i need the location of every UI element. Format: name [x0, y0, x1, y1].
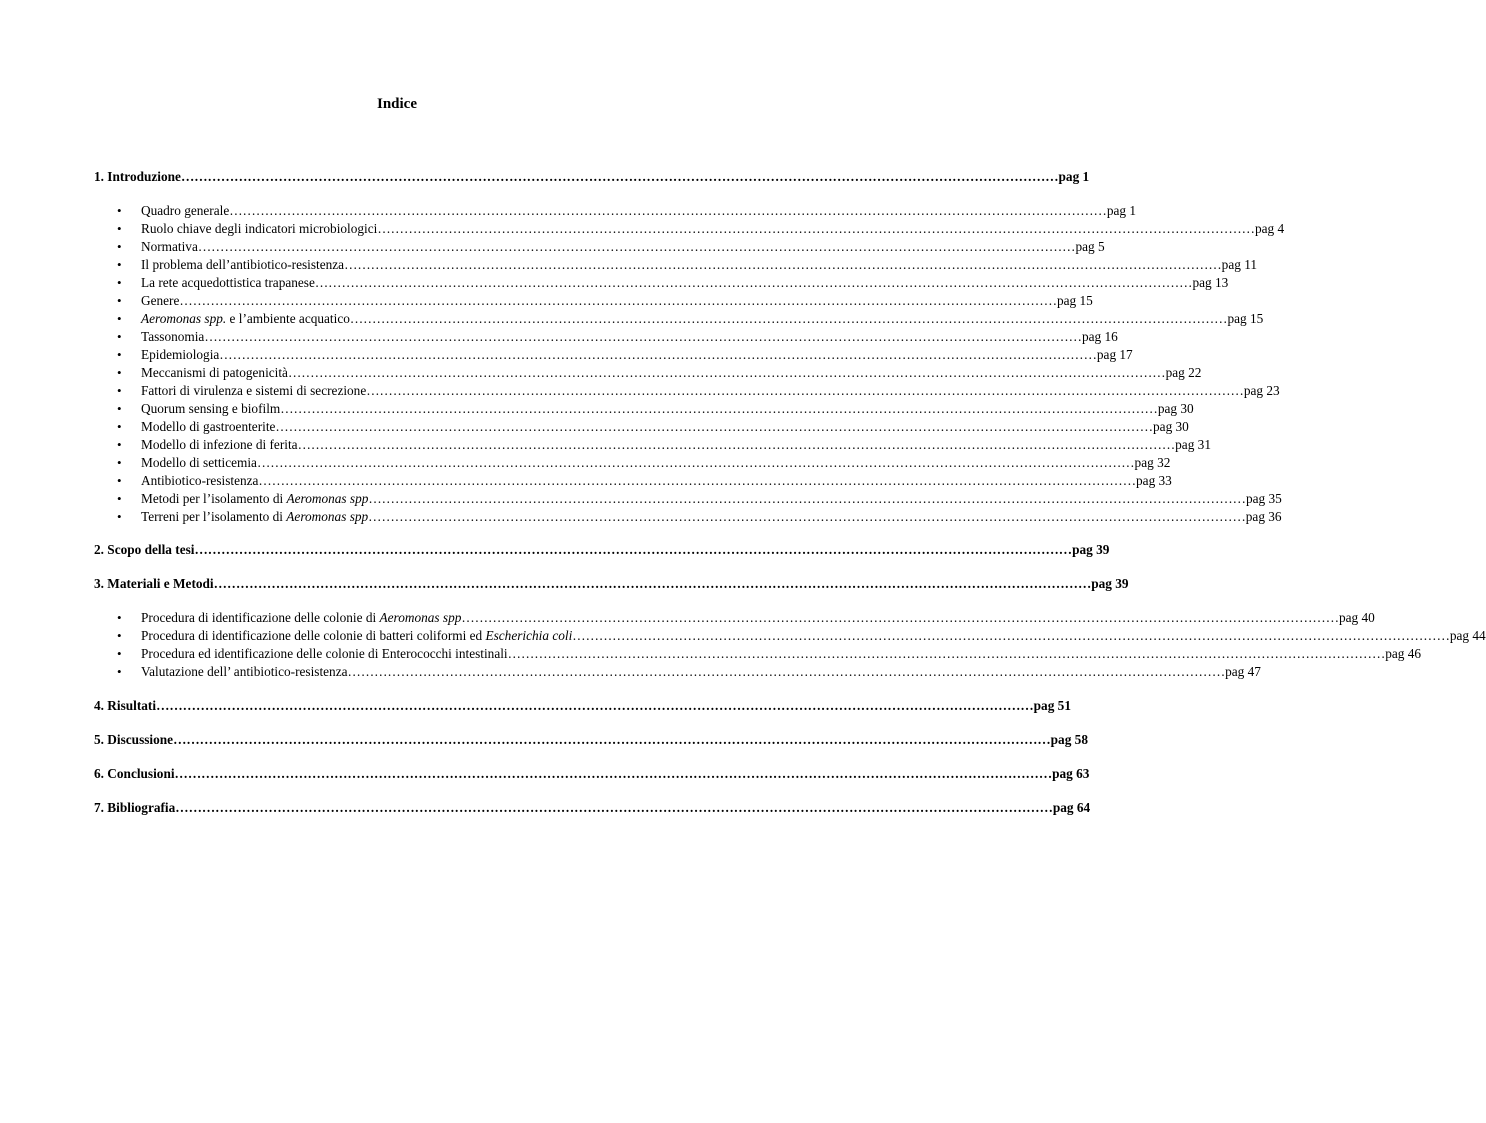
bullet-icon: •	[117, 329, 122, 344]
toc-leader-dots: ………………………………………………………………………………………………………………………………………………………………………………	[156, 698, 1034, 713]
bullet-icon: •	[117, 221, 122, 236]
toc-item-label-italic: Aeromonas spp.	[141, 311, 227, 326]
toc-page-number: pag 64	[1052, 800, 1091, 815]
toc-item-label	[141, 490, 368, 508]
toc-page-number: pag 23	[1243, 383, 1280, 398]
toc-item-label	[141, 609, 461, 627]
toc-item-label: Epidemiologia	[141, 347, 220, 362]
toc-item[interactable]	[141, 364, 1202, 382]
toc-item-label: Fattori di virulenza e sistemi di secrezione	[141, 383, 367, 398]
toc-leader-dots: ………………………………………………………………………………………………………………………………………………………………………………	[194, 542, 1073, 557]
toc-item-label-text: Terreni per l’isolamento di	[141, 509, 287, 524]
toc-item[interactable]	[141, 400, 1194, 418]
toc-section-bibliografia[interactable]	[94, 799, 1091, 817]
bullet-icon: •	[117, 664, 122, 679]
toc-item-label: Quadro generale	[141, 203, 230, 218]
toc-page-number: pag 63	[1052, 766, 1090, 781]
toc-section-discussione[interactable]	[94, 731, 1088, 749]
toc-page-number: pag 1	[1106, 203, 1136, 218]
toc-page-number: pag 33	[1136, 473, 1172, 488]
toc-item[interactable]	[141, 472, 1172, 490]
toc-leader-dots: ………………………………………………………………………………………………………………………………………………………………………………	[213, 576, 1092, 591]
toc-page-number: pag 44	[1449, 628, 1486, 643]
toc-item[interactable]	[141, 436, 1211, 454]
toc-page-number: pag 15	[1227, 311, 1264, 326]
toc-leader-dots: ………………………………………………………………………………………………………………………………………………………………………………	[258, 473, 1137, 488]
toc-leader-dots: ………………………………………………………………………………………………………………………………………………………………………………	[280, 401, 1158, 416]
toc-section-label: 1. Introduzione	[94, 169, 181, 184]
toc-page-number: pag 30	[1157, 401, 1194, 416]
toc-leader-dots: ………………………………………………………………………………………………………………………………………………………………………………	[349, 311, 1228, 326]
toc-leader-dots: ………………………………………………………………………………………………………………………………………………………………………………	[179, 293, 1057, 308]
toc-leader-dots: ………………………………………………………………………………………………………………………………………………………………………………	[275, 419, 1154, 434]
toc-item-label: Tassonomia	[141, 329, 205, 344]
toc-leader-dots: ………………………………………………………………………………………………………………………………………………………………………………	[368, 509, 1246, 524]
toc-item-label: Ruolo chiave degli indicatori microbiologici	[141, 221, 378, 236]
bullet-icon: •	[117, 455, 122, 470]
bullet-icon: •	[117, 365, 122, 380]
toc-item[interactable]	[141, 274, 1229, 292]
bullet-icon: •	[117, 419, 122, 434]
toc-section-risultati[interactable]	[94, 697, 1071, 715]
toc-page-number: pag 36	[1245, 509, 1282, 524]
toc-leader-dots: ………………………………………………………………………………………………………………………………………………………………………………	[347, 664, 1226, 679]
toc-leader-dots: ………………………………………………………………………………………………………………………………………………………………………………	[175, 800, 1053, 815]
toc-item[interactable]	[141, 310, 1264, 328]
toc-leader-dots: ………………………………………………………………………………………………………………………………………………………………………………	[377, 221, 1255, 236]
toc-item[interactable]	[141, 454, 1171, 472]
toc-page-number: pag 5	[1075, 239, 1105, 254]
toc-item-label: Valutazione dell’ antibiotico-resistenza	[141, 664, 348, 679]
toc-item[interactable]	[141, 292, 1093, 310]
bullet-icon: •	[117, 610, 122, 625]
toc-item[interactable]	[141, 627, 1486, 645]
toc-item[interactable]	[141, 490, 1282, 508]
toc-page-number: pag 13	[1192, 275, 1229, 290]
bullet-icon: •	[117, 293, 122, 308]
bullet-icon: •	[117, 473, 122, 488]
toc-item-label	[141, 508, 368, 526]
toc-page-number: pag 11	[1221, 257, 1257, 272]
toc-page-number: pag 32	[1134, 455, 1171, 470]
toc-leader-dots: ………………………………………………………………………………………………………………………………………………………………………………	[507, 646, 1386, 661]
toc-item-label: Genere	[141, 293, 180, 308]
toc-item[interactable]	[141, 382, 1280, 400]
bullet-icon: •	[117, 491, 122, 506]
toc-leader-dots: ………………………………………………………………………………………………………………………………………………………………………………	[174, 766, 1053, 781]
toc-page-number: pag 39	[1091, 576, 1129, 591]
toc-page-number: pag 16	[1081, 329, 1118, 344]
toc-item-label: Normativa	[141, 239, 198, 254]
bullet-icon: •	[117, 239, 122, 254]
toc-page-number: pag 40	[1338, 610, 1375, 625]
toc-leader-dots: ………………………………………………………………………………………………………………………………………………………………………………	[572, 628, 1450, 643]
toc-item-label: Quorum sensing e biofilm	[141, 401, 281, 416]
toc-section-label: 7. Bibliografia	[94, 800, 176, 815]
bullet-icon: •	[117, 275, 122, 290]
toc-item-label-text: Metodi per l’isolamento di	[141, 491, 287, 506]
toc-section-label: 2. Scopo della tesi	[94, 542, 195, 557]
toc-item[interactable]	[141, 202, 1136, 220]
toc-item-label: Modello di setticemia	[141, 455, 257, 470]
bullet-icon: •	[117, 383, 122, 398]
toc-leader-dots: ………………………………………………………………………………………………………………………………………………………………………………	[287, 365, 1166, 380]
toc-item-label	[141, 627, 572, 645]
toc-item-label-italic: Aeromonas spp	[286, 509, 369, 524]
toc-item-label: Antibiotico-resistenza	[141, 473, 259, 488]
toc-section-conclusioni[interactable]	[94, 765, 1090, 783]
toc-item[interactable]	[141, 220, 1285, 238]
toc-item-label-italic: Aeromonas spp	[379, 610, 462, 625]
toc-item-label-text: Procedura di identificazione delle colonie di batteri coliformi ed	[141, 628, 486, 643]
toc-leader-dots: ………………………………………………………………………………………………………………………………………………………………………………	[229, 203, 1107, 218]
toc-page-number: pag 1	[1058, 169, 1090, 184]
toc-item[interactable]	[141, 508, 1282, 526]
bullet-icon: •	[117, 646, 122, 661]
toc-leader-dots: ………………………………………………………………………………………………………………………………………………………………………………	[297, 437, 1176, 452]
toc-leader-dots: ………………………………………………………………………………………………………………………………………………………………………………	[366, 383, 1244, 398]
bullet-icon: •	[117, 437, 122, 452]
toc-page-number: pag 22	[1165, 365, 1202, 380]
bullet-icon: •	[117, 509, 122, 524]
toc-item-label-italic: Escherichia coli	[485, 628, 573, 643]
toc-leader-dots: ………………………………………………………………………………………………………………………………………………………………………………	[314, 275, 1193, 290]
toc-section-label: 6. Conclusioni	[94, 766, 175, 781]
toc-page-number: pag 30	[1153, 419, 1189, 434]
toc-page-number: pag 15	[1056, 293, 1093, 308]
toc-item-label: Modello di infezione di ferita	[141, 437, 298, 452]
toc-item-label-text: Procedura di identificazione delle colonie di	[141, 610, 380, 625]
toc-leader-dots: ………………………………………………………………………………………………………………………………………………………………………………	[461, 610, 1339, 625]
toc-page-number: pag 58	[1050, 732, 1088, 747]
toc-page-number: pag 46	[1385, 646, 1422, 661]
toc-leader-dots: ………………………………………………………………………………………………………………………………………………………………………………	[204, 329, 1082, 344]
toc-item[interactable]	[141, 238, 1105, 256]
toc-section-scopo[interactable]	[94, 541, 1110, 559]
toc-leader-dots: ………………………………………………………………………………………………………………………………………………………………………………	[256, 455, 1135, 470]
toc-leader-dots: ………………………………………………………………………………………………………………………………………………………………………………	[197, 239, 1076, 254]
toc-item-label-rest: e l’ambiente acquatico	[226, 311, 350, 326]
toc-leader-dots: ………………………………………………………………………………………………………………………………………………………………………………	[344, 257, 1222, 272]
toc-leader-dots: ………………………………………………………………………………………………………………………………………………………………………………	[180, 169, 1059, 184]
toc-section-materiali-metodi[interactable]	[94, 575, 1129, 593]
toc-item[interactable]	[141, 663, 1261, 681]
toc-leader-dots: ………………………………………………………………………………………………………………………………………………………………………………	[173, 732, 1051, 747]
toc-section-label: 4. Risultati	[94, 698, 157, 713]
toc-item-label: Procedura ed identificazione delle colonie di Enterococchi intestinali	[141, 646, 508, 661]
toc-section-label: 3. Materiali e Metodi	[94, 576, 214, 591]
toc-item[interactable]	[141, 346, 1133, 364]
toc-leader-dots: ………………………………………………………………………………………………………………………………………………………………………………	[219, 347, 1097, 362]
toc-leader-dots: ………………………………………………………………………………………………………………………………………………………………………………	[368, 491, 1246, 506]
toc-page-number: pag 17	[1096, 347, 1133, 362]
toc-item[interactable]	[141, 609, 1375, 627]
toc-item[interactable]	[141, 418, 1189, 436]
bullet-icon: •	[117, 257, 122, 272]
toc-item[interactable]	[141, 256, 1257, 274]
toc-item-label: Il problema dell’antibiotico-resistenza	[141, 257, 345, 272]
toc-page-number: pag 39	[1072, 542, 1110, 557]
toc-section-label: 5. Discussione	[94, 732, 174, 747]
toc-page-number: pag 31	[1175, 437, 1211, 452]
toc-page-number: pag 35	[1245, 491, 1282, 506]
toc-item-label: Meccanismi di patogenicità	[141, 365, 288, 380]
toc-page-number: pag 4	[1254, 221, 1285, 236]
toc-section-introduzione[interactable]	[94, 168, 1090, 186]
page-title: Indice	[376, 96, 417, 112]
bullet-icon: •	[117, 311, 122, 326]
toc-item-label: Modello di gastroenterite	[141, 419, 276, 434]
bullet-icon: •	[117, 203, 122, 218]
toc-item-label-italic: Aeromonas spp	[286, 491, 369, 506]
toc-page-number: pag 47	[1225, 664, 1261, 679]
toc-item[interactable]	[141, 645, 1422, 663]
bullet-icon: •	[117, 401, 122, 416]
bullet-icon: •	[117, 347, 122, 362]
toc-item-label: La rete acquedottistica trapanese	[141, 275, 315, 290]
toc-page-number: pag 51	[1033, 698, 1071, 713]
bullet-icon: •	[117, 628, 122, 643]
toc-item-label	[141, 310, 350, 328]
toc-item[interactable]	[141, 328, 1118, 346]
